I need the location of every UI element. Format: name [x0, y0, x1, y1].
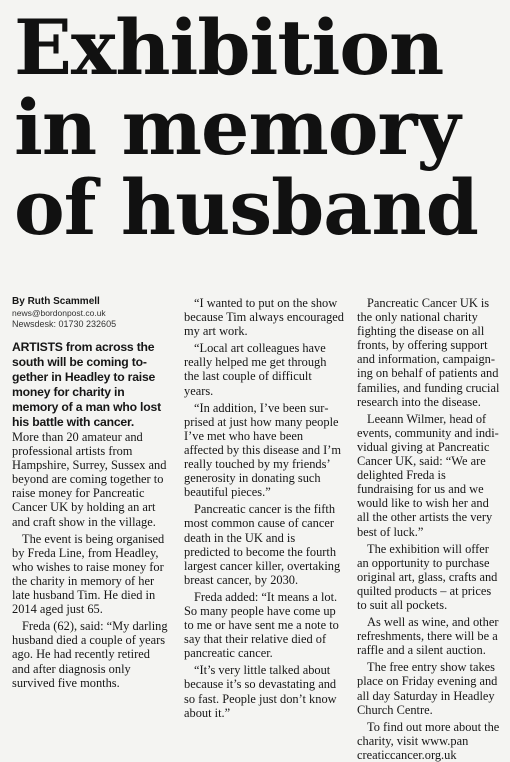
body-paragraph: “I wanted to put on the show because Tim always encouraged my art work. — [184, 296, 345, 339]
intro-paragraph — [12, 340, 170, 430]
body-paragraph: Pancreatic cancer is the fifth most common cause of cancer death in the UK and is predicted to become the fourth largest cancer killer, overtaking breast cancer, by 2030. — [184, 502, 341, 587]
headline-line-3: of husband — [14, 163, 478, 252]
body-paragraph: Pancreatic Cancer UK is the only national charity fighting the disease on all fronts, by offering support and information, campaigning on behalf of patients and families, and funding crucial research into the disease. — [357, 296, 500, 409]
body-paragraph: Freda added: “It means a lot. So many people have come up to me or have sent me a note to say that their relative died of pancreatic cancer. — [184, 589, 339, 661]
byline-prefix: By — [12, 296, 25, 307]
article-column-1 — [12, 296, 170, 690]
body-paragraph: “It’s very little talked about because it’s so devastating and so fast. People just don’t know about it.” — [184, 663, 337, 720]
body-paragraph: Leeann Wilmer, head of events, community and individual giving at Pancreatic Cancer UK, said: “We are delighted Freda is fundraising for us and we would like to wish her and all the other artists the very best of luck.” — [357, 411, 499, 539]
article-column-3 — [357, 296, 503, 762]
body-paragraph: “Local art colleagues have really helped me get through the last couple of difficult years. — [184, 341, 327, 398]
body-paragraph: The exhibition will offer an opportunity to purchase original art, glass, crafts and quilted products – at prices to suit all pockets. — [357, 541, 498, 612]
body-paragraph: Freda (62), said: “My darling husband died a couple of years ago. He had recently retired and after diagnosis only survived five months. — [12, 619, 168, 690]
intro-lead: ARTISTS — [12, 340, 63, 354]
body-paragraph: “In addition, I’ve been surprised at just how many people I’ve met who have been affected by this disease and I’m really touched by my friends’ generosity in donating such beautiful pieces.” — [184, 400, 342, 500]
headline — [14, 3, 504, 252]
intro-text: from across the south will be coming together in Headley to raise money for charity in memory of a man who lost his battle with cancer. — [12, 340, 161, 429]
byline — [12, 296, 170, 308]
byline-author: Ruth Scammell — [27, 296, 100, 307]
body-paragraph: The event is being organised by Freda Line, from Headley, who wishes to raise money for the charity in memory of her late husband Tim. He died in 2014 aged just 65. — [12, 531, 165, 617]
body-paragraph: The free entry show takes place on Friday evening and all day Saturday in Headley Church Centre. — [357, 660, 498, 717]
body-paragraph: More than 20 amateur and professional artists from Hampshire, Surrey, Sussex and beyond are coming together to raise money for Pancreatic Cancer UK by holding an art and craft show in the village. — [12, 430, 167, 529]
byline-email: news@bordonpost.co.uk — [12, 308, 106, 318]
body-paragraph: To find out more about the charity, visit www.pan creaticcancer.org.uk — [357, 719, 500, 762]
article-column-2 — [184, 296, 344, 720]
headline-line-2: in memory — [14, 83, 460, 172]
body-paragraph: As well as wine, and other refreshments, there will be a raffle and a silent auction. — [357, 615, 499, 658]
byline-newsdesk: Newsdesk: 01730 232605 — [12, 319, 117, 329]
headline-line-1: Exhibition — [14, 3, 444, 92]
